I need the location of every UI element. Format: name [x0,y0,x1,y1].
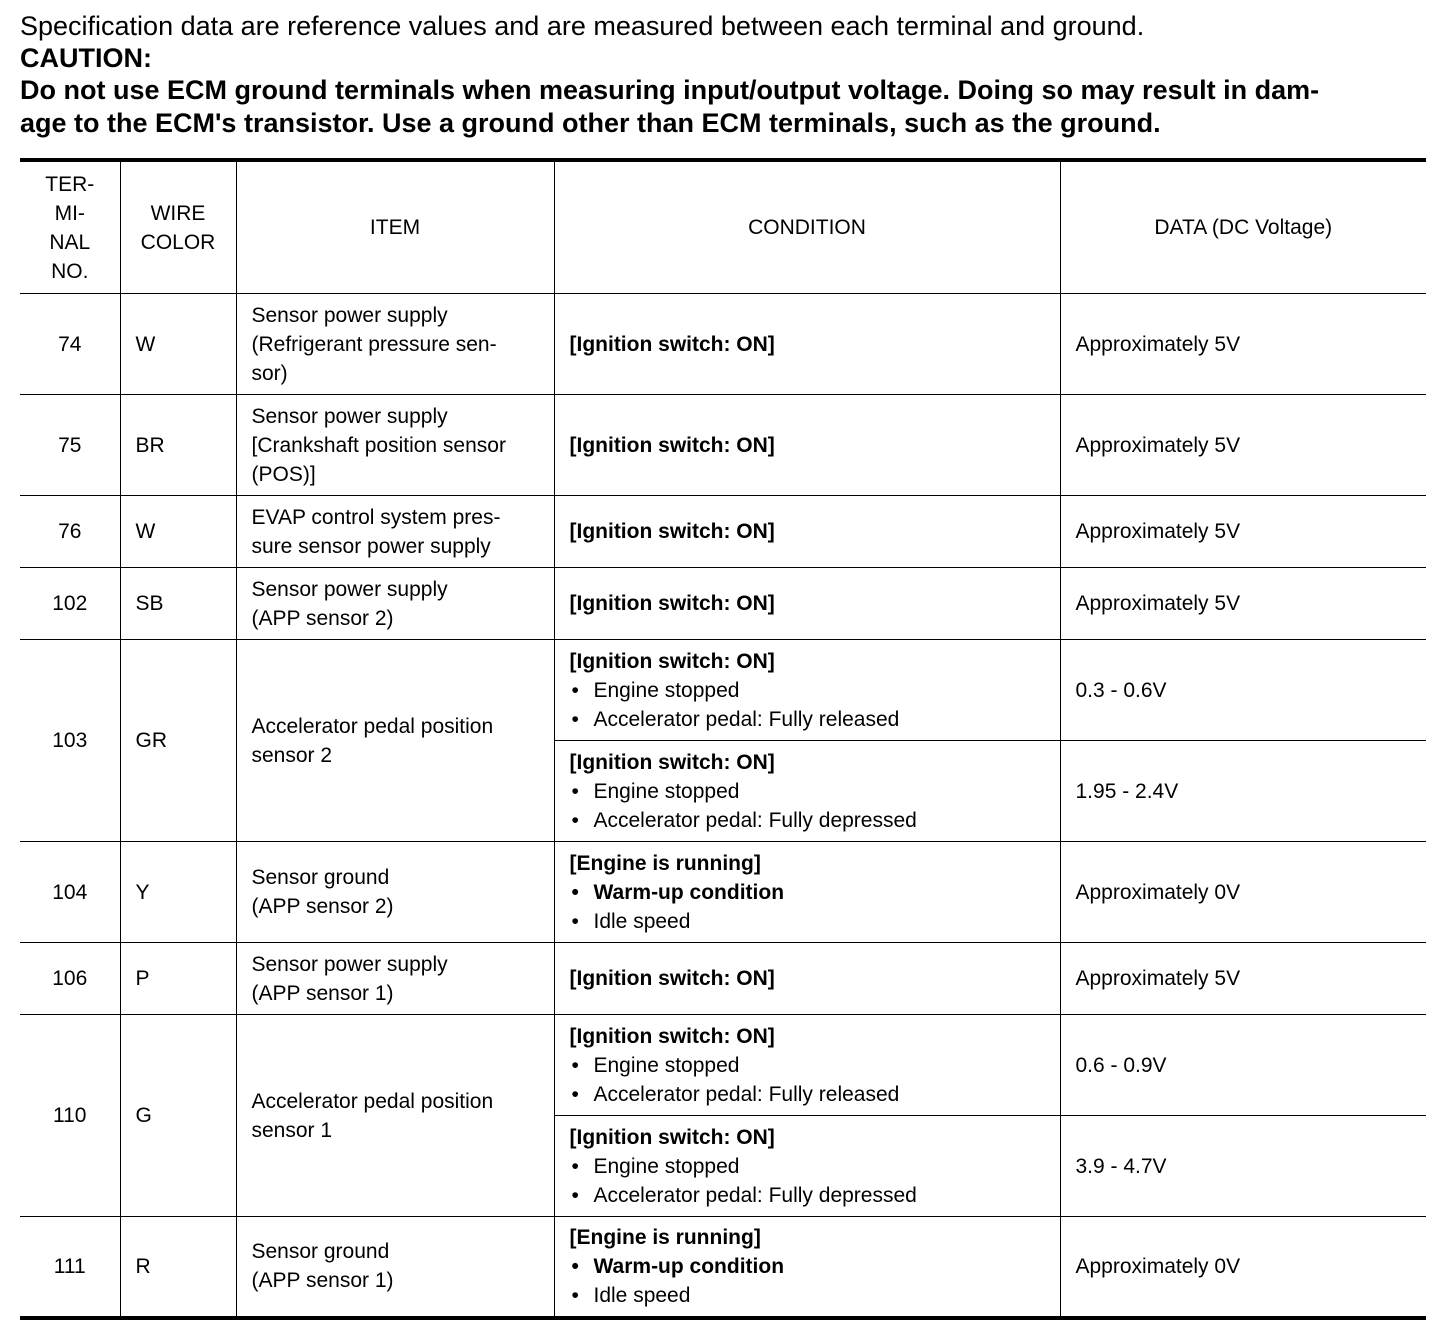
item-line: EVAP control system pres- [251,505,501,529]
item-line: Sensor power supply [251,577,448,601]
condition-cell [554,1217,1060,1318]
table-row [20,943,1426,1015]
terminal-number: 111 [20,1217,120,1318]
condition-cell [554,1015,1060,1116]
wire-color: P [120,943,236,1015]
table-row [20,294,1426,395]
data-voltage: Approximately 5V [1060,294,1426,395]
table-row [20,640,1426,741]
item-cell [236,294,554,395]
item-line: Sensor power supply [251,952,448,976]
table-row [20,1217,1426,1318]
item-line: [Crankshaft position sensor [251,433,506,457]
wire-color: G [120,1015,236,1217]
condition-cell [554,640,1060,741]
condition-cell [554,294,1060,395]
condition-cell [554,943,1060,1015]
item-line: sensor 2 [251,743,333,767]
header-terminal-no [20,160,120,294]
item-cell [236,395,554,496]
header-line: TER- [45,172,95,196]
condition-cell [554,741,1060,842]
item-line: Sensor ground [251,866,390,889]
data-voltage: Approximately 5V [1060,943,1426,1015]
item-line: Sensor ground [251,1240,390,1264]
condition-bullet: • Accelerator pedal: Fully depressed [570,1181,1045,1210]
condition-bullet: • Accelerator pedal: Fully depressed [570,806,1045,835]
wire-color: R [120,1217,236,1318]
item-cell [236,1015,554,1217]
terminal-number: 106 [20,943,120,1015]
caution-line: age to the ECM's transistor. Use a ground other than ECM terminals, such as the ground. [20,108,1161,138]
terminal-number: 102 [20,568,120,640]
condition-heading: [Ignition switch: ON] [569,967,775,990]
item-line: Sensor power supply [251,404,448,428]
table-row [20,1015,1426,1116]
wire-color: SB [120,568,236,640]
item-line: (APP sensor 2) [251,606,394,630]
table-row [20,496,1426,568]
item-line: (APP sensor 2) [251,895,394,918]
header-wire-color [120,160,236,294]
data-voltage: 3.9 - 4.7V [1060,1116,1426,1217]
terminal-number: 103 [20,640,120,842]
wire-color: W [120,294,236,395]
condition-bullet: • Accelerator pedal: Fully released [570,1080,1045,1109]
condition-heading: [Ignition switch: ON] [569,649,775,673]
terminal-number: 104 [20,842,120,943]
header-data: DATA (DC Voltage) [1060,160,1426,294]
item-line: sure sensor power supply [251,534,491,558]
document-page [20,0,1426,1307]
condition-heading: [Ignition switch: ON] [569,433,775,457]
wire-color: W [120,496,236,568]
condition-cell [554,1116,1060,1217]
condition-bullet: • Warm-up condition [570,1252,1045,1281]
condition-cell [554,395,1060,496]
item-cell [236,568,554,640]
data-voltage: Approximately 5V [1060,568,1426,640]
item-line: sor) [251,361,288,385]
caution-title: CAUTION: [20,43,152,73]
item-line: (APP sensor 1) [251,1269,394,1293]
data-voltage: Approximately 0V [1060,1217,1426,1318]
item-cell [236,640,554,842]
condition-cell [554,496,1060,568]
condition-heading: [Ignition switch: ON] [569,1024,775,1048]
condition-bullet: • Accelerator pedal: Fully released [570,705,1045,734]
item-cell [236,1217,554,1318]
header-condition: CONDITION [554,160,1060,294]
item-line: (POS)] [251,462,316,486]
terminal-number: 75 [20,395,120,496]
item-cell [236,842,554,943]
item-line: Accelerator pedal position [251,714,494,738]
condition-bullet: • Engine stopped [570,676,1045,705]
item-line: Accelerator pedal position [251,1089,494,1113]
item-line: Sensor power supply [251,303,448,327]
item-cell [236,943,554,1015]
caution-text [20,74,1426,140]
table-row [20,568,1426,640]
condition-bullet: • Engine stopped [570,777,1045,806]
terminal-number: 110 [20,1015,120,1217]
wire-color: GR [120,640,236,842]
condition-heading: [Ignition switch: ON] [569,1125,775,1149]
data-voltage: 0.3 - 0.6V [1060,640,1426,741]
header-line: NO. [51,259,89,283]
header-item: ITEM [236,160,554,294]
table-row [20,395,1426,496]
condition-bullet: • Idle speed [570,907,1045,936]
condition-bullet: • Engine stopped [570,1051,1045,1080]
data-voltage: Approximately 5V [1060,496,1426,568]
item-line: (Refrigerant pressure sen- [251,332,497,356]
condition-heading: [Ignition switch: ON] [569,750,775,774]
condition-bullet: • Idle speed [570,1281,1045,1310]
terminal-number: 74 [20,294,120,395]
header-line: NAL [49,230,91,254]
caution-line: Do not use ECM ground terminals when measuring input/output voltage. Doing so may result in dam- [20,75,1320,105]
data-voltage: Approximately 5V [1060,395,1426,496]
terminal-number: 76 [20,496,120,568]
table-row [20,842,1426,943]
item-line: sensor 1 [251,1118,333,1142]
data-voltage: Approximately 0V [1060,842,1426,943]
item-cell [236,496,554,568]
condition-heading: [Engine is running] [569,851,761,875]
condition-heading: [Ignition switch: ON] [569,332,775,356]
terminal-spec-table [20,158,1426,1320]
data-voltage: 0.6 - 0.9V [1060,1015,1426,1116]
wire-color: BR [120,395,236,496]
condition-cell [554,842,1060,943]
header-line: COLOR [140,230,216,254]
condition-heading: [Ignition switch: ON] [569,520,775,543]
data-voltage: 1.95 - 2.4V [1060,741,1426,842]
condition-cell [554,568,1060,640]
condition-bullet: • Engine stopped [570,1152,1045,1181]
wire-color: Y [120,842,236,943]
header-line: WIRE [150,201,206,225]
condition-bullet: • Warm-up condition [570,878,1045,907]
condition-heading: [Ignition switch: ON] [569,592,775,615]
condition-heading: [Engine is running] [569,1225,761,1249]
item-line: (APP sensor 1) [251,981,394,1005]
intro-text: Specification data are reference values and are measured between each terminal and ground. [20,11,1145,41]
header-line: MI- [54,201,85,225]
table-header-row [20,160,1426,294]
